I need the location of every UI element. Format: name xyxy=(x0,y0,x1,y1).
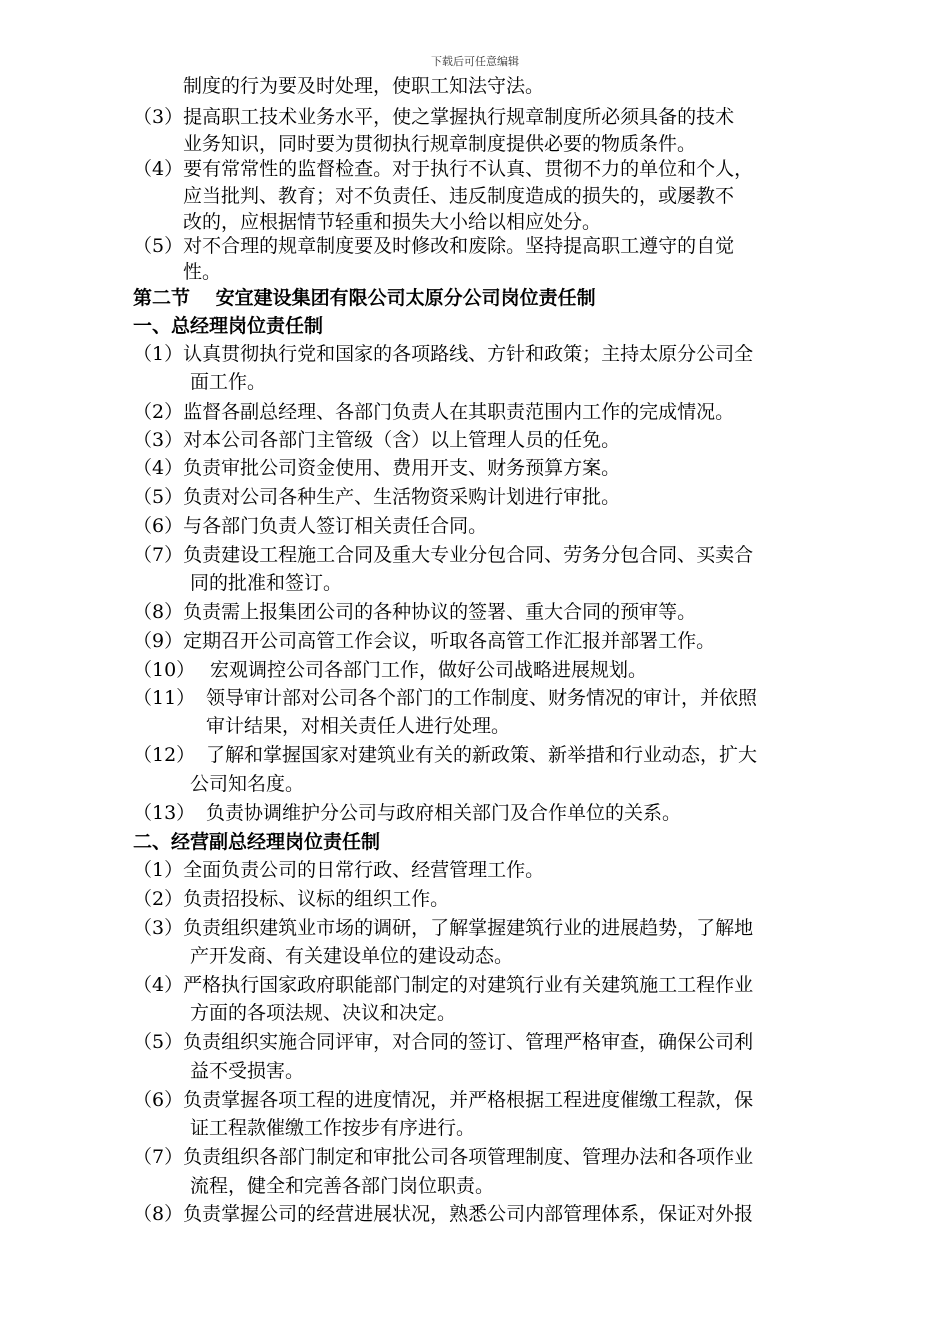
text-line: 公司知名度。 xyxy=(190,773,305,795)
text-line: 业务知识，同时要为贯彻执行规章制度提供必要的物质条件。 xyxy=(183,133,697,155)
list-item: （3）负责组织建筑业市场的调研，了解掌握建筑行业的进展趋势，了解地 xyxy=(133,917,754,939)
list-item: （11） 领导审计部对公司各个部门的工作制度、财务情况的审计，并依照 xyxy=(133,687,758,709)
list-item: （4）负责审批公司资金使用、费用开支、财务预算方案。 xyxy=(133,457,621,479)
list-item: （4）严格执行国家政府职能部门制定的对建筑行业有关建筑施工工程作业 xyxy=(133,974,754,996)
list-item: （9）定期召开公司高管工作会议，听取各高管工作汇报并部署工作。 xyxy=(133,630,716,652)
list-item: （3）对本公司各部门主管级（含）以上管理人员的任免。 xyxy=(133,429,621,451)
page-header: 下载后可任意编辑 xyxy=(431,55,519,68)
text-line: 同的批准和签订。 xyxy=(190,572,343,594)
list-item: （1）认真贯彻执行党和国家的各项路线、方针和政策；主持太原分公司全 xyxy=(133,343,754,365)
list-item: （1）全面负责公司的日常行政、经营管理工作。 xyxy=(133,859,545,881)
subsection-heading: 一、总经理岗位责任制 xyxy=(133,315,324,337)
text-line: 审计结果，对相关责任人进行处理。 xyxy=(206,715,511,737)
list-item: （12） 了解和掌握国家对建筑业有关的新政策、新举措和行业动态，扩大 xyxy=(133,744,758,766)
section-heading: 第二节 安宜建设集团有限公司太原分公司岗位责任制 xyxy=(133,287,596,309)
text-line: 证工程款催缴工作按步有序进行。 xyxy=(190,1117,476,1139)
text-line: 方面的各项法规、决议和决定。 xyxy=(190,1002,457,1024)
list-item: （3）提高职工技术业务水平，使之掌握执行规章制度所必须具备的技术 xyxy=(133,106,735,128)
text-line: 流程，健全和完善各部门岗位职责。 xyxy=(190,1175,495,1197)
subsection-heading: 二、经营副总经理岗位责任制 xyxy=(133,831,381,853)
list-item: （5）对不合理的规章制度要及时修改和废除。坚持提高职工遵守的自觉 xyxy=(133,235,735,257)
list-item: （4）要有常常性的监督检查。对于执行不认真、贯彻不力的单位和个人， xyxy=(133,158,754,180)
text-line: 性。 xyxy=(183,261,222,283)
list-item: （6）与各部门负责人签订相关责任合同。 xyxy=(133,515,488,537)
text-line: 制度的行为要及时处理，使职工知法守法。 xyxy=(183,75,545,97)
list-item: （5）负责组织实施合同评审，对合同的签订、管理严格审查，确保公司利 xyxy=(133,1031,754,1053)
text-line: 应当批判、教育；对不负责任、违反制度造成的损失的，或屡教不 xyxy=(183,185,735,207)
list-item: （13） 负责协调维护分公司与政府相关部门及合作单位的关系。 xyxy=(133,802,682,824)
text-line: 改的，应根据情节轻重和损失大小给以相应处分。 xyxy=(183,211,602,233)
list-item: （5）负责对公司各种生产、生活物资采购计划进行审批。 xyxy=(133,486,621,508)
text-line: 产开发商、有关建设单位的建设动态。 xyxy=(190,945,514,967)
list-item: （10） 宏观调控公司各部门工作，做好公司战略进展规划。 xyxy=(133,659,648,681)
list-item: （6）负责掌握各项工程的进度情况，并严格根据工程进度催缴工程款，保 xyxy=(133,1089,754,1111)
list-item: （7）负责组织各部门制定和审批公司各项管理制度、管理办法和各项作业 xyxy=(133,1146,754,1168)
list-item: （8）负责需上报集团公司的各种协议的签署、重大合同的预审等。 xyxy=(133,601,697,623)
list-item: （2）负责招投标、议标的组织工作。 xyxy=(133,888,450,910)
list-item: （2）监督各副总经理、各部门负责人在其职责范围内工作的完成情况。 xyxy=(133,401,735,423)
list-item: （7）负责建设工程施工合同及重大专业分包合同、劳务分包合同、买卖合 xyxy=(133,544,754,566)
text-line: 面工作。 xyxy=(190,371,267,393)
list-item: （8）负责掌握公司的经营进展状况，熟悉公司内部管理体系，保证对外报 xyxy=(133,1203,754,1225)
text-line: 益不受损害。 xyxy=(190,1060,305,1082)
